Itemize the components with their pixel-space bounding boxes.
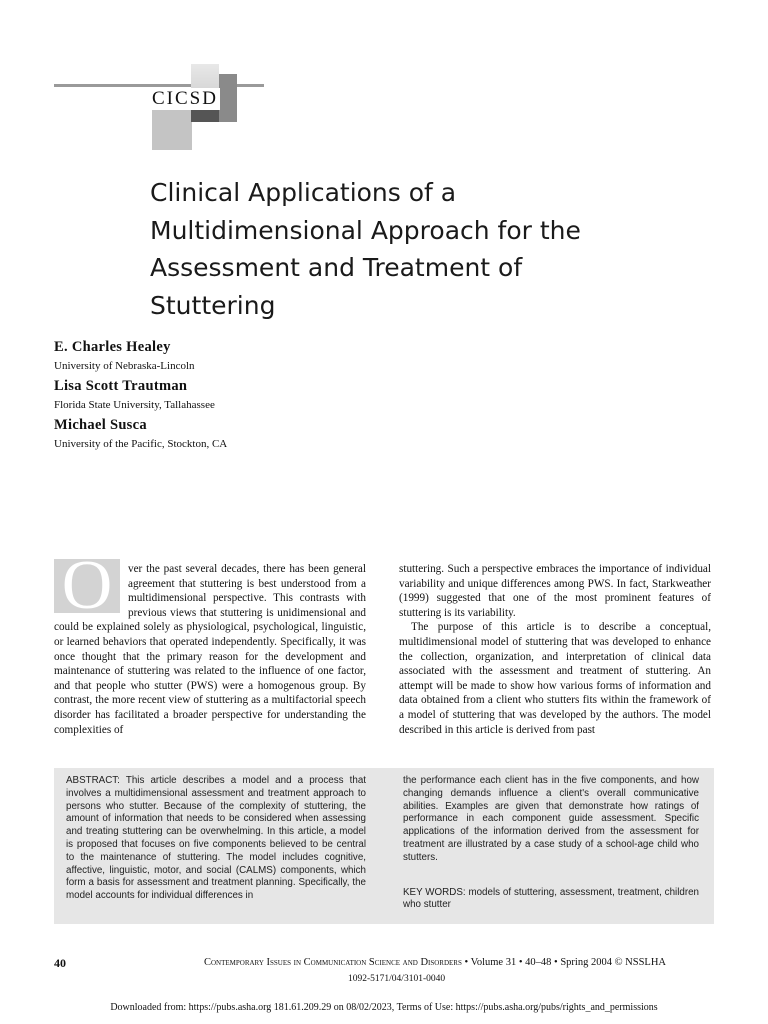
author-name-2: Lisa Scott Trautman: [54, 378, 188, 394]
author-affiliation-3: University of the Pacific, Stockton, CA: [54, 438, 228, 450]
abstract-right-text: the performance each client has in the five components, and how changing demands influence a client's overall communicative abilities. Examples are given that demonstrate how ratings of performance in each component guide assessment. Specific applications of the information derived from the assessment for treatment are illustrated by a case study of a school-age child who stutters.: [403, 775, 699, 863]
abstract-left-text: ABSTRACT: This article describes a model and a process that involves a multidimensional assessment and treatment approach to persons who stutter. Because of the complexity of stuttering, the amount of information that needs to be considered when assessing and treating stuttering can be overwhelming. In this article, a model is proposed that focuses on five components believed to be central to the maintenance of stuttering. The model includes cognitive, affective, linguistic, motor, and social (CALMS) components, which form a basis for assessment and treatment planning. Specifically, the model accounts for individual differences in: [66, 775, 366, 902]
issn: 1092-5171/04/3101-0040: [348, 974, 446, 984]
body-paragraph-1: ver the past several decades, there has been general agreement that stuttering is best understood from a multidimensional perspective. This contrasts with previous views that stuttering is unidimensional and could be explained solely as physiological, psychological, linguistic, or learned behaviors that operated independently. Specifically, it was once thought that the primary reason for the development and maintenance of stuttering was related to the influence of one factor, and that people who stutter (PWS) were a homogenous group. By contrast, the more recent view of stuttering as a multifactorial speech disorder has facilitated a broader perspective for understanding the complexities of: [54, 563, 366, 736]
body-paragraph-2: stuttering. Such a perspective embraces the importance of individual variability and unique differences among PWS. In fact, Starkweather (1999) suggested that one of the most prominent features of stuttering is its variability.: [399, 563, 711, 619]
journal-name: Contemporary Issues in Communication Science and Disorders: [204, 957, 462, 968]
page-number: 40: [54, 956, 66, 970]
abstract-right-column: [403, 775, 699, 912]
article-title: Clinical Applications of a Multidimensional Approach for the Assessment and Treatment of Stuttering: [150, 178, 581, 320]
body-column-right: [399, 562, 711, 737]
author-name-3: Michael Susca: [54, 417, 147, 433]
journal-citation: [204, 957, 724, 968]
keywords: KEY WORDS: models of stuttering, assessment, treatment, children who stutter: [403, 886, 699, 911]
body-paragraph-3: The purpose of this article is to describe a conceptual, multidimensional model of stuttering that was developed to enhance the collection, organization, and interpretation of clinical data associated with the assessment and treatment of stuttering. An attempt will be made to show how various forms of information and data obtained from a client who stutters fits within the framework of a model of stuttering that was developed by the authors. The model described in this article is derived from past: [399, 621, 711, 736]
journal-details: • Volume 31 • 40–48 • Spring 2004 © NSSLHA: [461, 957, 667, 968]
author-affiliation-2: Florida State University, Tallahassee: [54, 399, 215, 411]
logo-square-low: [152, 110, 192, 150]
journal-logo-text: CICSD: [152, 88, 218, 109]
author-name-1: E. Charles Healey: [54, 339, 171, 355]
logo-square-mid: [219, 74, 237, 122]
body-column-left: [54, 547, 366, 737]
logo-square-dark: [191, 110, 219, 122]
author-affiliation-1: University of Nebraska-Lincoln: [54, 360, 195, 372]
drop-cap: O: [54, 559, 120, 613]
download-notice: Downloaded from: https://pubs.asha.org 181.61.209.29 on 08/02/2023, Terms of Use: https://pubs.asha.org/pubs/rights_and_permissions: [110, 1002, 658, 1013]
